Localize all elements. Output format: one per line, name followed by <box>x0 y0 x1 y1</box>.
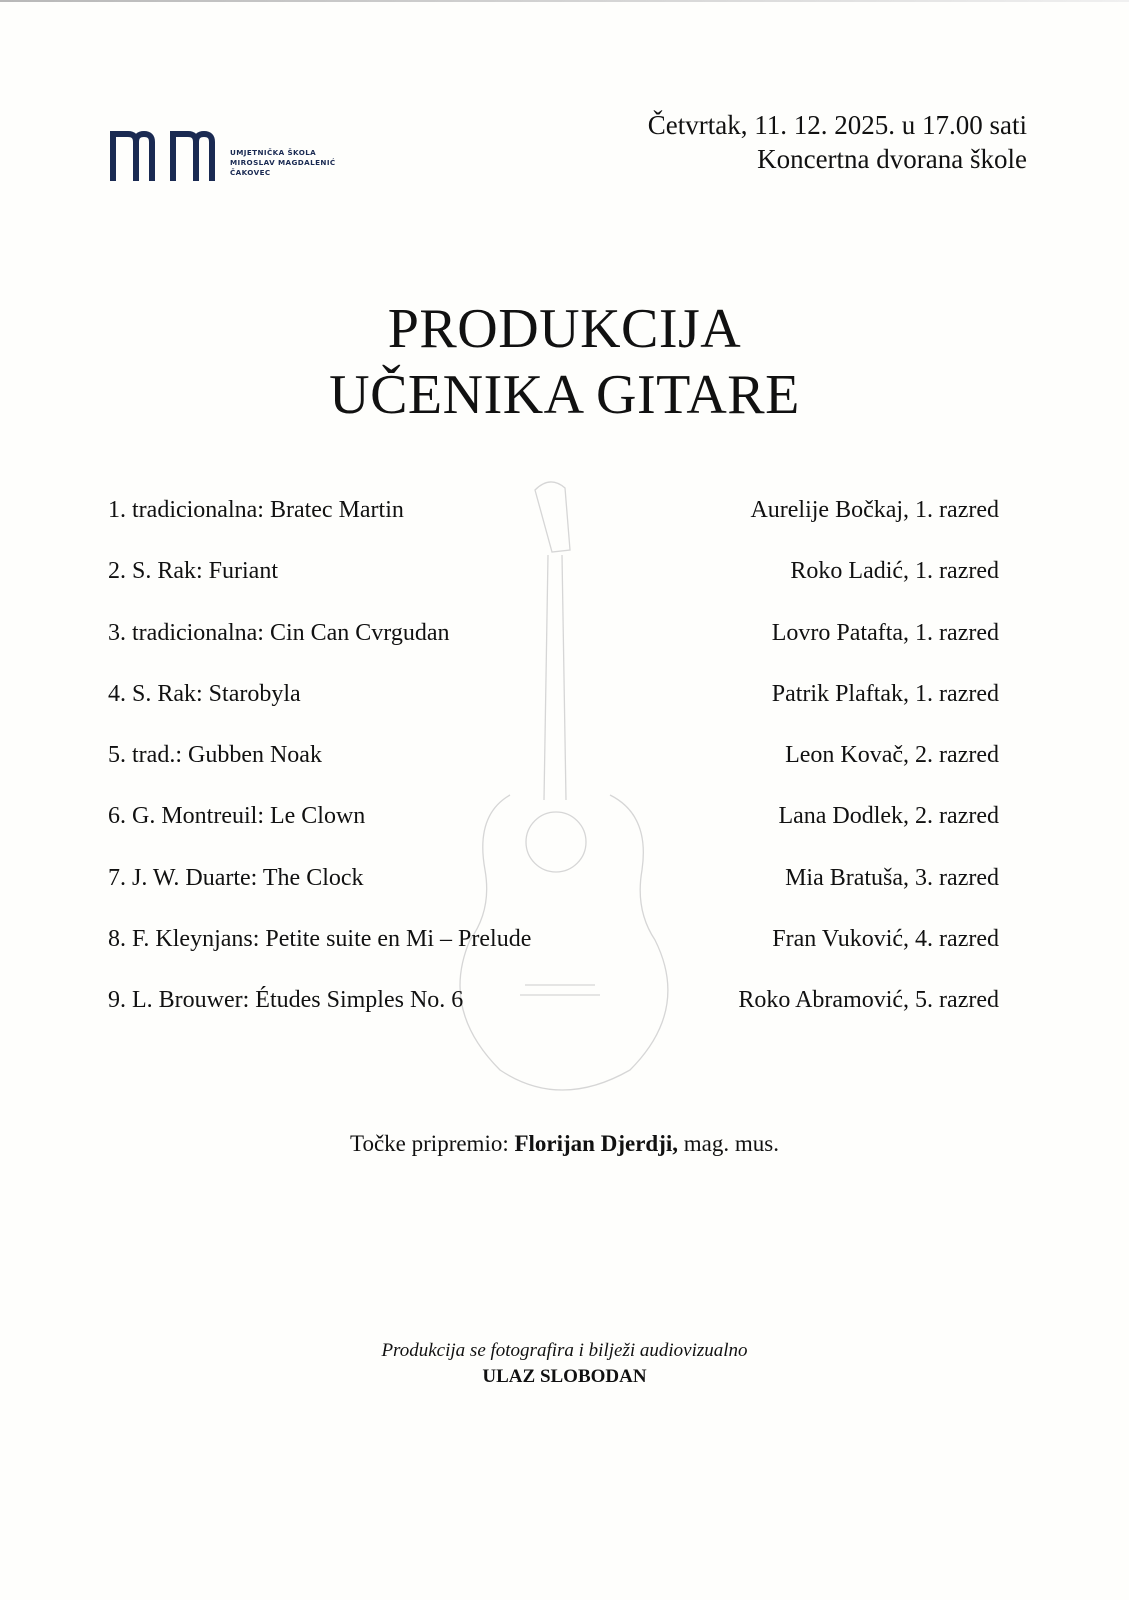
program-item <box>108 492 999 553</box>
piece-title: 9. L. Brouwer: Études Simples No. 6 <box>108 987 464 1014</box>
program-item <box>108 553 999 614</box>
event-venue: Koncertna dvorana škole <box>757 144 1027 174</box>
event-date-time: Četvrtak, 11. 12. 2025. u 17.00 sati <box>647 110 1027 140</box>
title-line-2: UČENIKA GITARE <box>329 364 800 426</box>
performer: Aurelije Bočkaj, 1. razred <box>750 497 999 523</box>
program-item <box>108 737 999 798</box>
piece-title: 8. F. Kleynjans: Petite suite en Mi – Prelude <box>108 926 532 953</box>
program-item <box>108 982 999 1043</box>
program-item <box>108 615 999 676</box>
event-info <box>648 108 1027 176</box>
school-name-line-1: UMJETNIČKA ŠKOLA <box>230 148 317 157</box>
page-title <box>0 296 1129 428</box>
piece-title: 4. S. Rak: Starobyla <box>108 680 301 707</box>
piece-title: 6. G. Montreuil: Le Clown <box>108 803 366 830</box>
title-line-1: PRODUKCIJA <box>387 298 742 360</box>
performer: Roko Abramović, 5. razred <box>738 987 999 1014</box>
piece-title: 3. tradicionalna: Cin Can Cvrgudan <box>108 619 450 646</box>
piece-title: 1. tradicionalna: Bratec Martin <box>108 497 404 523</box>
piece-title: 5. trad.: Gubben Noak <box>108 742 322 769</box>
performer: Fran Vuković, 4. razred <box>772 926 999 953</box>
piece-title: 2. S. Rak: Furiant <box>108 558 279 585</box>
school-name-line-2: MIROSLAV MAGDALENIĆ <box>230 158 336 167</box>
program-item <box>108 798 999 859</box>
free-entry-notice: ULAZ SLOBODAN <box>482 1366 647 1387</box>
performer: Lana Dodlek, 2. razred <box>778 803 999 830</box>
teacher-name: Florijan Djerdji, <box>514 1131 678 1156</box>
school-name-line-3: ČAKOVEC <box>230 168 271 177</box>
performer: Leon Kovač, 2. razred <box>785 742 999 769</box>
mm-monogram-icon <box>110 131 220 181</box>
program-item <box>108 860 999 921</box>
performer: Patrik Plaftak, 1. razred <box>771 680 999 707</box>
performer: Roko Ladić, 1. razred <box>790 558 999 585</box>
school-name <box>230 148 336 178</box>
school-logo <box>110 131 336 181</box>
piece-title: 7. J. W. Duarte: The Clock <box>108 864 364 891</box>
page-top-edge <box>0 0 1129 2</box>
program-list <box>108 492 999 1044</box>
recording-notice: Produkcija se fotografira i bilježi audiovizualno <box>381 1340 748 1361</box>
prepared-by-label: Točke pripremio: <box>350 1131 509 1156</box>
teacher-title: mag. mus. <box>683 1131 779 1156</box>
prepared-by <box>0 1127 1129 1161</box>
program-item <box>108 921 999 982</box>
performer: Lovro Patafta, 1. razred <box>771 619 999 646</box>
program-item <box>108 676 999 737</box>
performer: Mia Bratuša, 3. razred <box>785 864 999 891</box>
footer <box>0 1338 1129 1390</box>
